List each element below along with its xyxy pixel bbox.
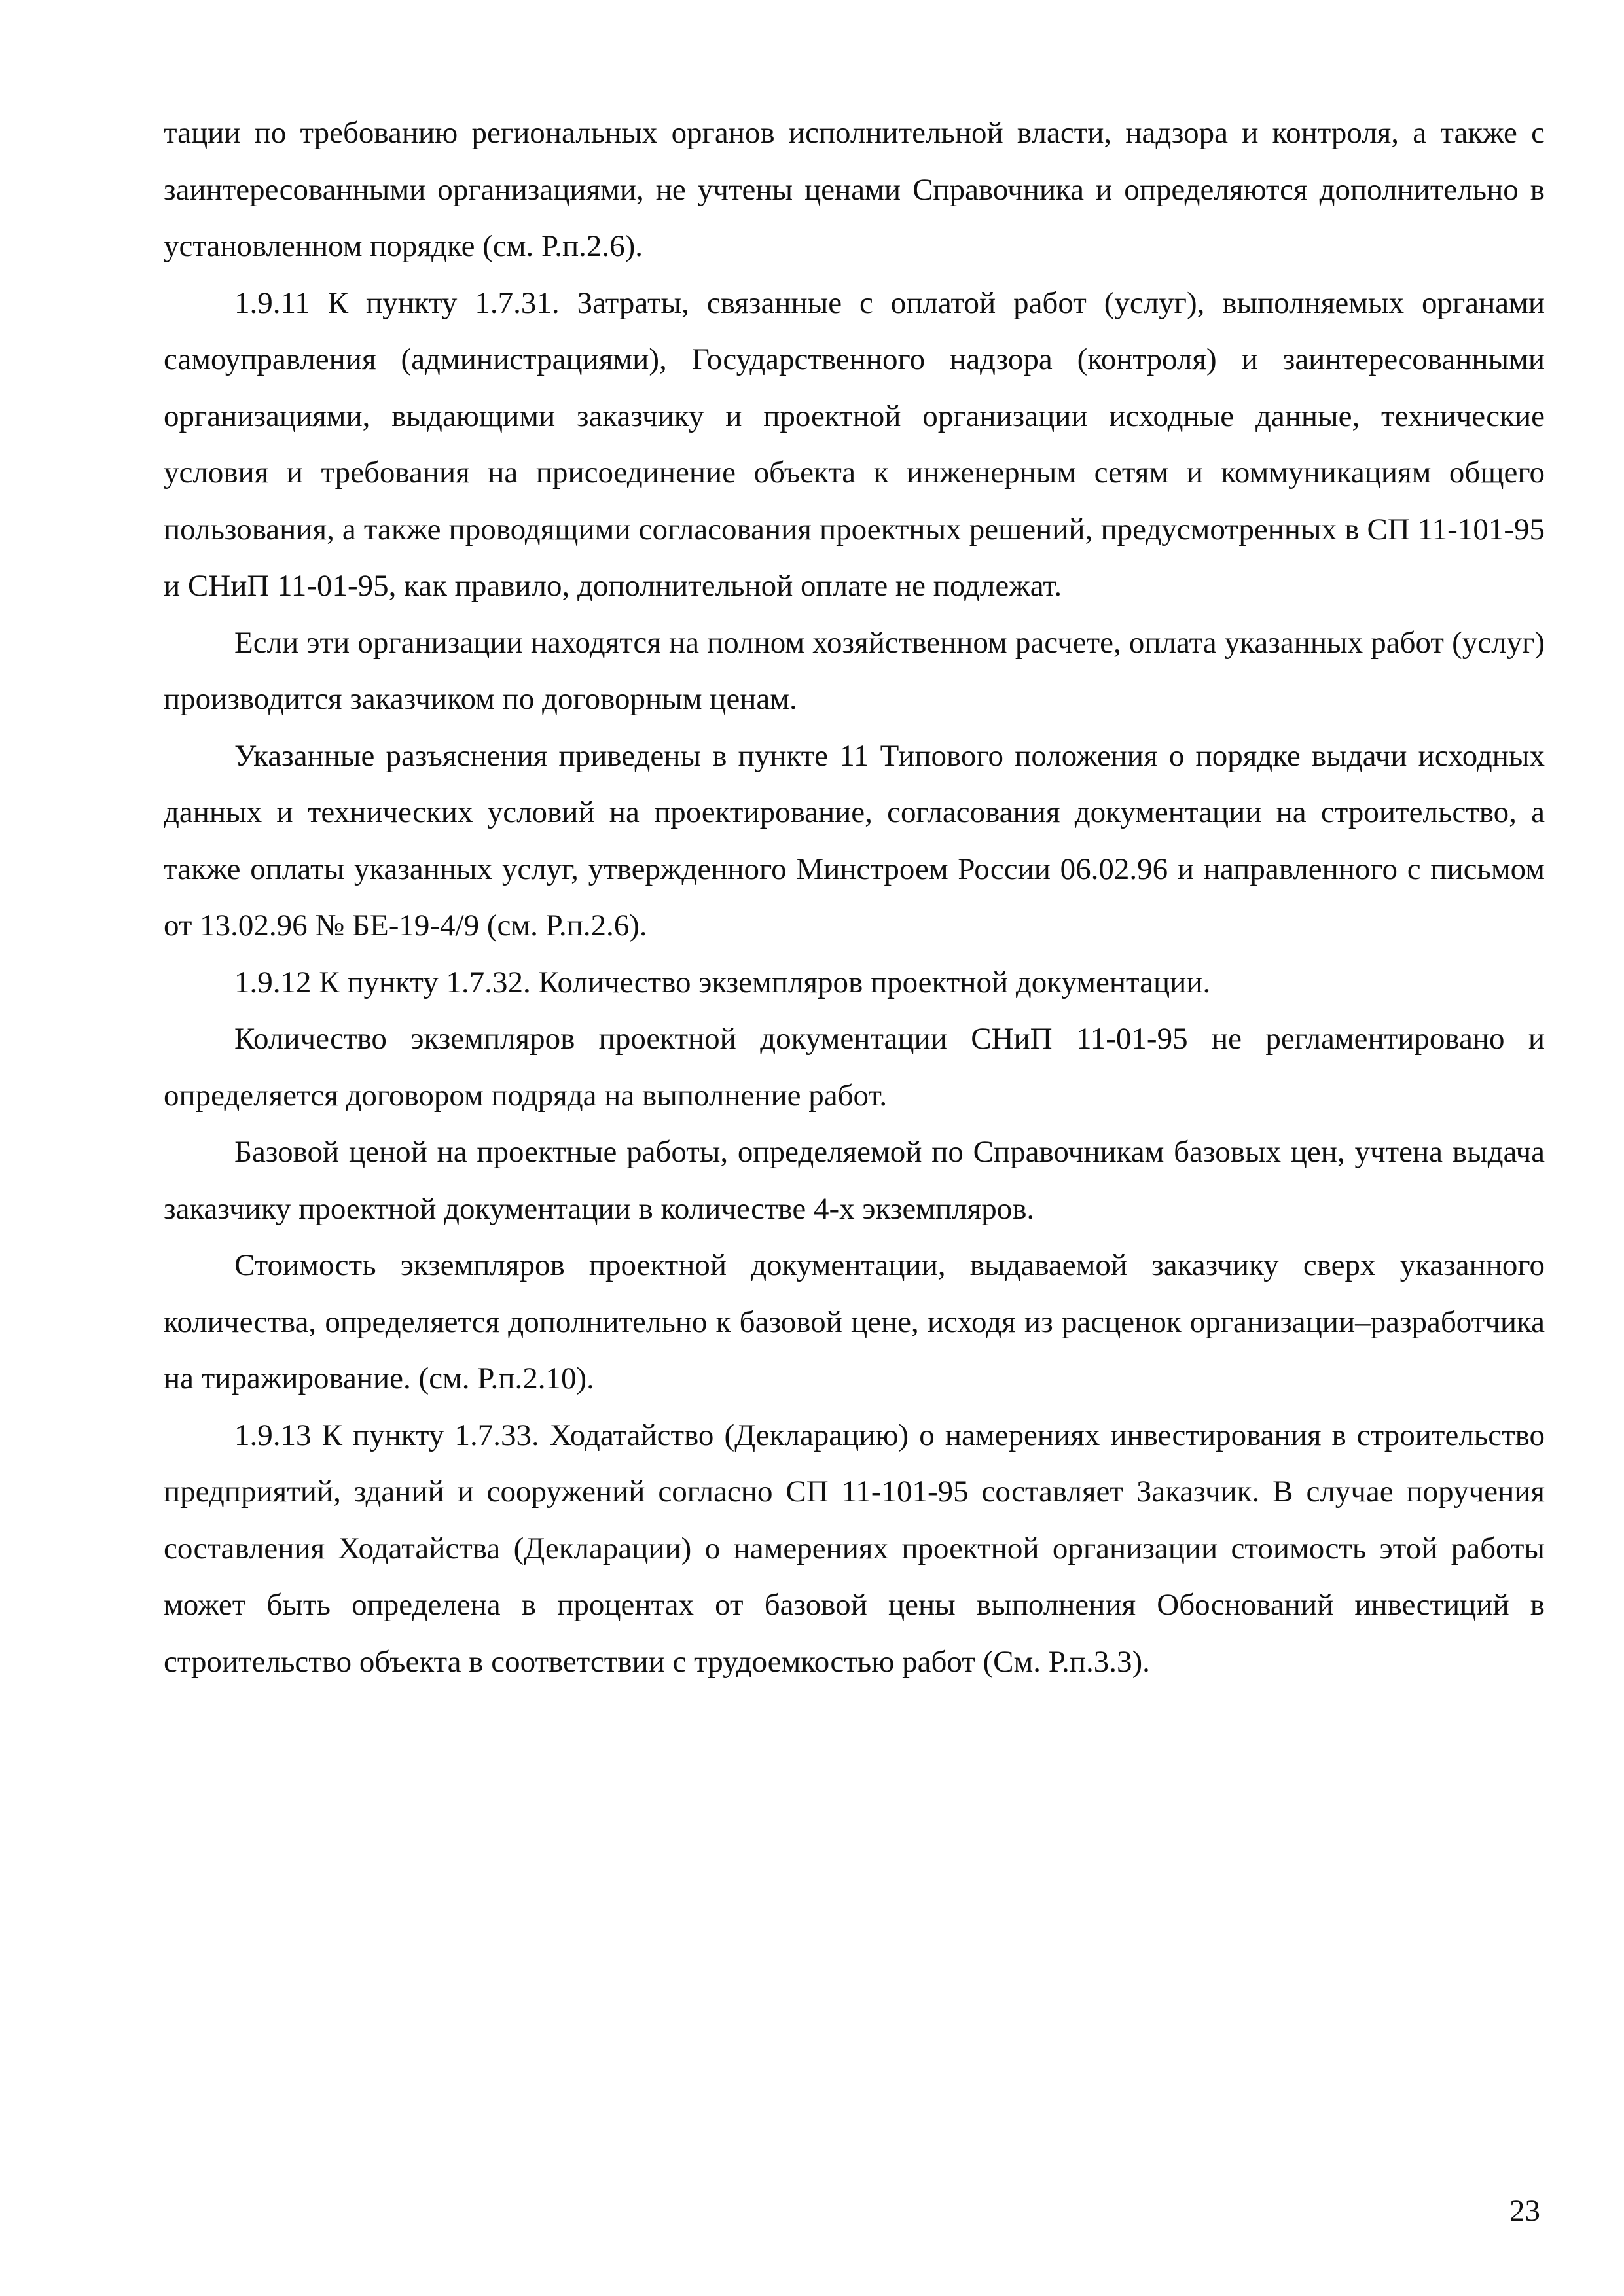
paragraph-base-price: Базовой ценой на проектные работы, определяемой по Справочникам базовых цен, учтена выдача заказчику проектной документации в количестве 4-х экземпляров. <box>164 1135 1545 1226</box>
paragraph-copies-count: Количество экземпляров проектной документации СНиП 11-01-95 не регламентировано и определяется договором подряда на выполнение работ. <box>164 1022 1545 1113</box>
paragraph-1-9-13: 1.9.13 К пункту 1.7.33. Ходатайство (Декларацию) о намерениях инвестирования в строительство предприятий, зданий и сооружений согласно СП 11-101-95 составляет Заказчик. В случае поручения составления Ходатайства (Декларации) о намерениях проектной организации стоимость этой работы может быть определена в процентах от базовой цены выполнения Обоснований инвестиций в строительство объекта в соответствии с трудоемкостью работ (См. Р.п.3.3). <box>164 1418 1545 1679</box>
paragraph-continuation: тации по требованию региональных органов исполнительной власти, надзора и контроля, а также с заинтересованными организациями, не учтены ценами Справочника и определяются дополнительно в установленном порядке (см. Р.п.2.6). <box>164 116 1545 263</box>
document-body <box>164 105 1545 1690</box>
paragraph-extra-copies-cost: Стоимость экземпляров проектной документации, выдаваемой заказчику сверх указанного количества, определяется дополнительно к базовой цене, исходя из расценок организации–разработчика на тиражирование. (см. Р.п.2.10). <box>164 1248 1545 1395</box>
paragraph-clarifications: Указанные разъяснения приведены в пункте 11 Типового положения о порядке выдачи исходных данных и технических условий на проектирование, согласования документации на строительство, а также оплаты указанных услуг, утвержденного Минстроем России 06.02.96 и направленного с письмом от 13.02.96 № БЕ-19-4/9 (см. Р.п.2.6). <box>164 738 1545 942</box>
page-number: 23 <box>1509 2194 1540 2228</box>
paragraph-1-9-11: 1.9.11 К пункту 1.7.31. Затраты, связанные с оплатой работ (услуг), выполняемых органами самоуправления (администрациями), Государственного надзора (контроля) и заинтересованными организациями, выдающими заказчику и проектной организации исходные данные, технические условия и требования на присоединение объекта к инженерным сетям и коммуникациям общего пользования, а также проводящими согласования проектных решений, предусмотренных в СП 11-101-95 и СНиП 11-01-95, как правило, дополнительной оплате не подлежат. <box>164 285 1545 603</box>
paragraph-1-9-12: 1.9.12 К пункту 1.7.32. Количество экземпляров проектной документации. <box>234 965 1211 999</box>
paragraph-full-accounting: Если эти организации находятся на полном хозяйственном расчете, оплата указанных работ (услуг) производится заказчиком по договорным ценам. <box>164 625 1545 716</box>
